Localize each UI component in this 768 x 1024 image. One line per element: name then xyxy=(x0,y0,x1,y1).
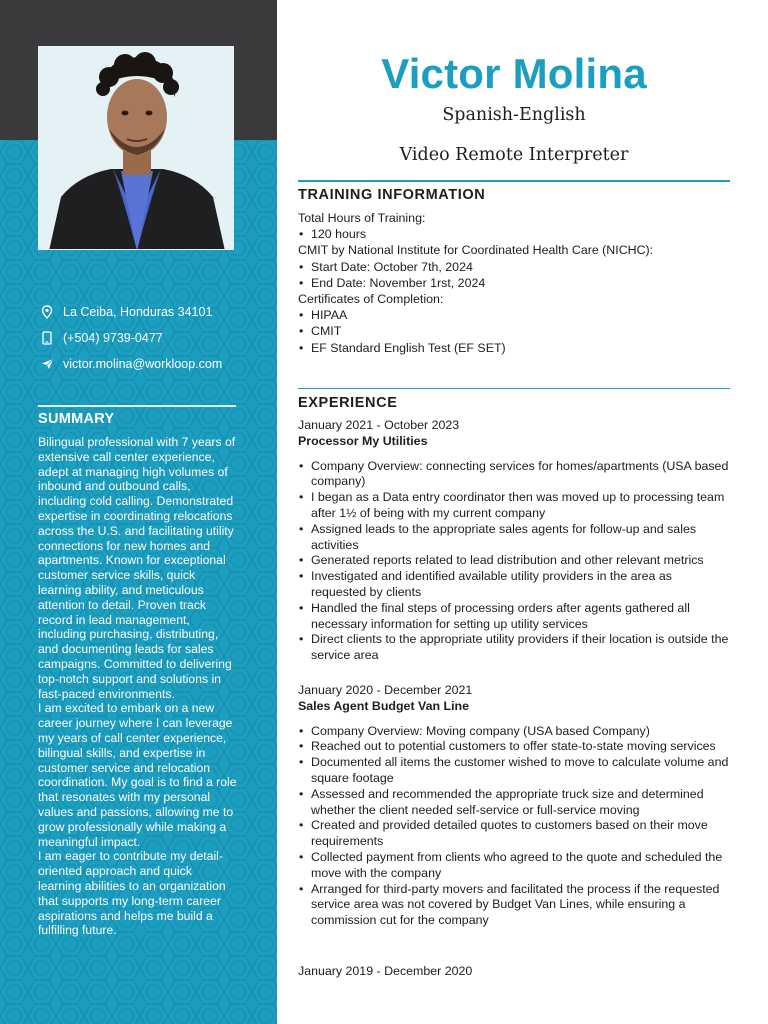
certificates-label: Certificates of Completion: xyxy=(298,292,444,307)
job-date: January 2021 - October 2023 xyxy=(298,418,460,432)
list-item: • 120 hours xyxy=(298,226,730,242)
list-item: • Investigated and identified available utility providers in the area as requested by clients xyxy=(298,569,730,601)
summary-paragraph: Bilingual professional with 7 years of extensive call center experience, adept at managing high volumes of inbound and outbound calls, including cold calling. Demonstrated expertise in coordinating relocations across the U.S. and facilitating utility connections for new homes and apartments. Known for exceptional customer service skills, quick learning ability, and meticulous attention to detail. Proven track record in lead management, including purchasing, distributing, and documenting leads for sales campaigns. Committed to delivering top-notch support and solutions in fast-paced environments. xyxy=(38,435,236,701)
list-item: • Company Overview: connecting services for homes/apartments (USA based company) xyxy=(298,459,730,491)
training-hours-label: Total Hours of Training: xyxy=(298,211,426,225)
list-item: • Documented all items the customer wished to move to calculate volume and square footage xyxy=(298,755,730,787)
job-title: Sales Agent Budget Van Line xyxy=(298,698,469,713)
list-item: • HIPAA xyxy=(298,307,730,323)
training-details xyxy=(298,210,730,356)
job-entry xyxy=(298,683,730,929)
summary-divider xyxy=(38,405,236,407)
list-item: • EF Standard English Test (EF SET) xyxy=(298,340,730,356)
list-item: • CMIT xyxy=(298,323,730,339)
experience-heading: EXPERIENCE xyxy=(298,395,398,411)
subtitle-role: Video Remote Interpreter xyxy=(399,145,629,165)
job-title: Processor My Utilities xyxy=(298,433,428,448)
job-entry xyxy=(298,964,730,980)
email-text[interactable]: victor.molina@workloop.com xyxy=(63,357,223,371)
main-column xyxy=(298,0,730,1024)
sidebar xyxy=(0,0,277,1024)
list-item: • Assessed and recommended the appropriate truck size and determined whether the client needed self-service or full-service moving xyxy=(298,787,730,819)
list-item: • End Date: November 1rst, 2024 xyxy=(298,275,730,291)
contact-phone xyxy=(38,329,258,347)
contact-location xyxy=(38,303,258,321)
location-text: La Ceiba, Honduras 34101 xyxy=(63,305,213,319)
job-date: January 2019 - December 2020 xyxy=(298,964,473,978)
list-item: • Direct clients to the appropriate utility providers if their location is outside the service area xyxy=(298,632,730,664)
list-item: • Company Overview: Moving company (USA based Company) xyxy=(298,724,730,740)
list-item: • Generated reports related to lead distribution and other relevant metrics xyxy=(298,553,730,569)
list-item: • Created and provided detailed quotes to customers based on their move requirements xyxy=(298,818,730,850)
list-item: • Start Date: October 7th, 2024 xyxy=(298,259,730,275)
list-item: • Collected payment from clients who agreed to the quote and scheduled the move with the company xyxy=(298,850,730,882)
list-item: • I began as a Data entry coordinator then was moved up to processing team after 1½ of being with my current company xyxy=(298,490,730,522)
job-entry xyxy=(298,418,730,664)
summary-text xyxy=(38,435,238,938)
list-item: • Arranged for third-party movers and facilitated the process if the requested service area was not covered by Budget Van Lines, while ensuring a commission cut for the company xyxy=(298,882,730,929)
phone-text[interactable]: (+504) 9739-0477 xyxy=(63,331,163,345)
training-divider xyxy=(298,180,730,182)
list-item: • Reached out to potential customers to offer state-to-state moving services xyxy=(298,739,730,755)
training-program: CMIT by National Institute for Coordinated Health Care (NICHC): xyxy=(298,243,654,258)
summary-paragraph: I am eager to contribute my detail-oriented approach and quick learning abilities to an organization that supports my long-term career aspirations and helps me build a fulfilling future. xyxy=(38,849,226,938)
location-pin-icon xyxy=(38,303,56,321)
phone-icon xyxy=(38,329,56,347)
subtitle-languages: Spanish-English xyxy=(442,105,586,125)
candidate-name: Victor Molina xyxy=(381,50,647,97)
summary-heading: SUMMARY xyxy=(38,411,115,427)
profile-photo xyxy=(38,46,234,250)
contact-email xyxy=(38,355,258,373)
summary-paragraph: I am excited to embark on a new career journey where I can leverage my years of call center experience, bilingual skills, and expertise in customer service and relocation coordination. My goal is to find a role that resonates with my personal values and passions, allowing me to grow professionally while making a meaningful impact. xyxy=(38,701,237,849)
list-item: • Assigned leads to the appropriate sales agents for follow-up and sales activities xyxy=(298,522,730,554)
job-date: January 2020 - December 2021 xyxy=(298,683,473,697)
training-heading: TRAINING INFORMATION xyxy=(298,187,486,203)
list-item: • Handled the final steps of processing orders after agents gathered all necessary information for setting up utility services xyxy=(298,601,730,633)
experience-divider xyxy=(298,388,730,389)
send-icon xyxy=(38,355,56,373)
